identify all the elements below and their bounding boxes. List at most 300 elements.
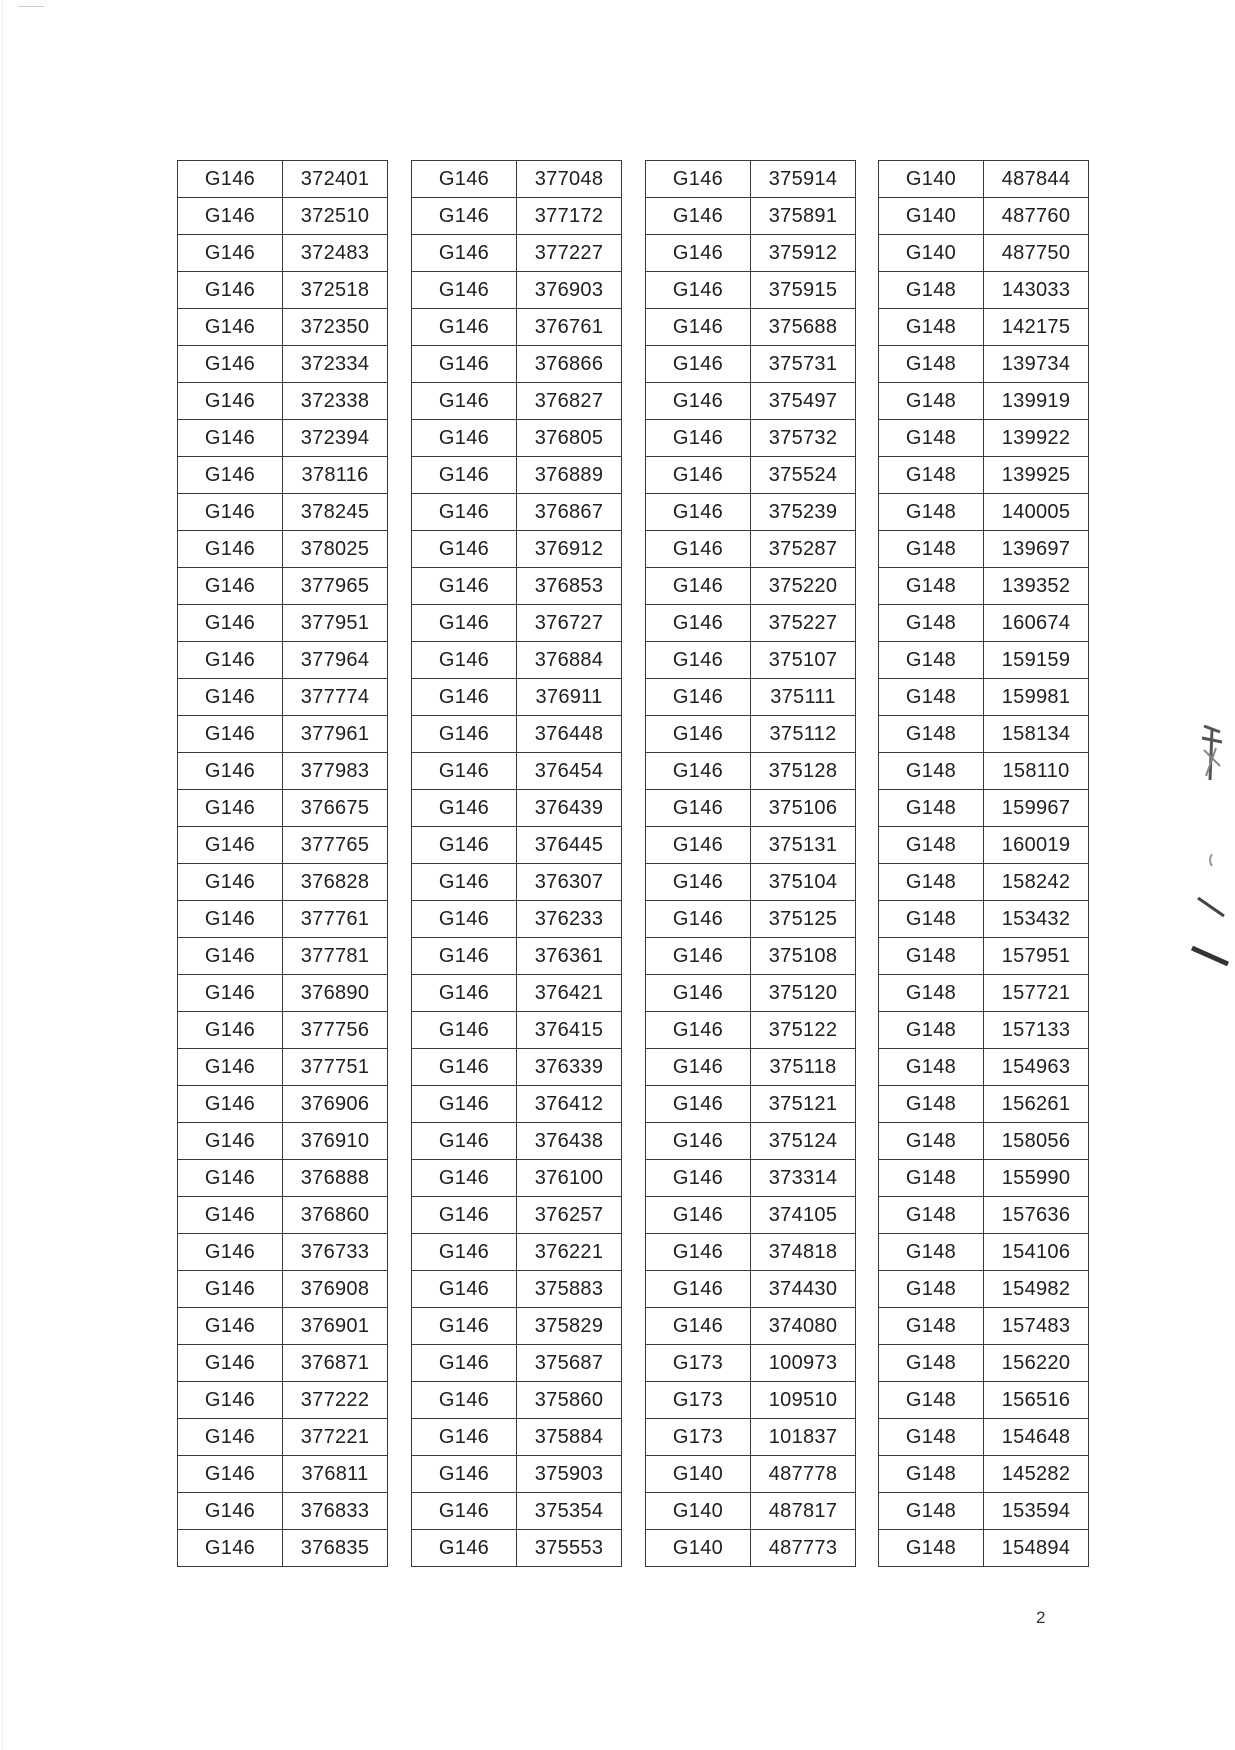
number-cell: 372518 bbox=[283, 272, 388, 309]
table-row bbox=[178, 346, 388, 383]
number-cell: 160674 bbox=[984, 605, 1089, 642]
number-cell: 375903 bbox=[517, 1456, 622, 1493]
table-row bbox=[646, 864, 856, 901]
table-row bbox=[412, 1345, 622, 1382]
table-row bbox=[412, 1530, 622, 1567]
group-code-cell: G146 bbox=[178, 198, 283, 235]
number-cell: 376733 bbox=[283, 1234, 388, 1271]
number-cell: 376835 bbox=[283, 1530, 388, 1567]
group-code-cell: G173 bbox=[646, 1345, 751, 1382]
table-row bbox=[879, 753, 1089, 790]
number-cell: 376828 bbox=[283, 864, 388, 901]
group-code-cell: G148 bbox=[879, 938, 984, 975]
number-cell: 376257 bbox=[517, 1197, 622, 1234]
number-cell: 376438 bbox=[517, 1123, 622, 1160]
number-cell: 376221 bbox=[517, 1234, 622, 1271]
table-row bbox=[646, 1345, 856, 1382]
table-row bbox=[646, 457, 856, 494]
group-code-cell: G146 bbox=[646, 161, 751, 198]
number-cell: 372338 bbox=[283, 383, 388, 420]
table-row bbox=[178, 753, 388, 790]
number-cell: 372401 bbox=[283, 161, 388, 198]
group-code-cell: G146 bbox=[178, 1123, 283, 1160]
number-cell: 487844 bbox=[984, 161, 1089, 198]
number-cell: 375687 bbox=[517, 1345, 622, 1382]
table-row bbox=[412, 753, 622, 790]
number-cell: 376860 bbox=[283, 1197, 388, 1234]
code-table-2 bbox=[411, 160, 622, 1567]
number-cell: 157636 bbox=[984, 1197, 1089, 1234]
table-row bbox=[646, 1086, 856, 1123]
number-cell: 376445 bbox=[517, 827, 622, 864]
number-cell: 374430 bbox=[751, 1271, 856, 1308]
number-cell: 377951 bbox=[283, 605, 388, 642]
group-code-cell: G148 bbox=[879, 531, 984, 568]
table-row bbox=[879, 1419, 1089, 1456]
table-row bbox=[178, 1160, 388, 1197]
group-code-cell: G146 bbox=[412, 1456, 517, 1493]
scan-corner-mark bbox=[18, 6, 44, 7]
group-code-cell: G140 bbox=[879, 198, 984, 235]
number-cell: 376412 bbox=[517, 1086, 622, 1123]
table-row bbox=[646, 901, 856, 938]
group-code-cell: G146 bbox=[646, 272, 751, 309]
table-row bbox=[879, 568, 1089, 605]
table-row bbox=[412, 1493, 622, 1530]
group-code-cell: G146 bbox=[178, 1530, 283, 1567]
number-cell: 374105 bbox=[751, 1197, 856, 1234]
number-cell: 376454 bbox=[517, 753, 622, 790]
number-cell: 376853 bbox=[517, 568, 622, 605]
table-row bbox=[412, 161, 622, 198]
table-row bbox=[178, 1234, 388, 1271]
table-row bbox=[646, 198, 856, 235]
number-cell: 154963 bbox=[984, 1049, 1089, 1086]
table-row bbox=[178, 1382, 388, 1419]
group-code-cell: G146 bbox=[412, 716, 517, 753]
group-code-cell: G146 bbox=[646, 457, 751, 494]
number-cell: 378116 bbox=[283, 457, 388, 494]
table-row bbox=[178, 605, 388, 642]
group-code-cell: G148 bbox=[879, 1160, 984, 1197]
group-code-cell: G148 bbox=[879, 1086, 984, 1123]
group-code-cell: G146 bbox=[178, 568, 283, 605]
table-row bbox=[879, 383, 1089, 420]
table-row bbox=[646, 790, 856, 827]
table-row bbox=[879, 198, 1089, 235]
group-code-cell: G146 bbox=[178, 716, 283, 753]
group-code-cell: G146 bbox=[412, 1382, 517, 1419]
number-cell: 375883 bbox=[517, 1271, 622, 1308]
number-cell: 156261 bbox=[984, 1086, 1089, 1123]
number-cell: 376675 bbox=[283, 790, 388, 827]
group-code-cell: G146 bbox=[178, 272, 283, 309]
table-row bbox=[646, 1308, 856, 1345]
table-row bbox=[412, 1160, 622, 1197]
group-code-cell: G146 bbox=[178, 494, 283, 531]
table-row bbox=[412, 790, 622, 827]
number-cell: 154106 bbox=[984, 1234, 1089, 1271]
table-row bbox=[646, 1382, 856, 1419]
table-row bbox=[412, 827, 622, 864]
number-cell: 375497 bbox=[751, 383, 856, 420]
table-row bbox=[178, 901, 388, 938]
number-cell: 375731 bbox=[751, 346, 856, 383]
group-code-cell: G146 bbox=[646, 716, 751, 753]
number-cell: 376888 bbox=[283, 1160, 388, 1197]
number-cell: 372394 bbox=[283, 420, 388, 457]
group-code-cell: G146 bbox=[178, 975, 283, 1012]
number-cell: 142175 bbox=[984, 309, 1089, 346]
table-row bbox=[412, 420, 622, 457]
number-cell: 487817 bbox=[751, 1493, 856, 1530]
table-row bbox=[412, 568, 622, 605]
table-row bbox=[879, 1049, 1089, 1086]
group-code-cell: G146 bbox=[178, 1086, 283, 1123]
number-cell: 375131 bbox=[751, 827, 856, 864]
group-code-cell: G146 bbox=[646, 1197, 751, 1234]
group-code-cell: G148 bbox=[879, 975, 984, 1012]
number-cell: 377048 bbox=[517, 161, 622, 198]
number-cell: 374818 bbox=[751, 1234, 856, 1271]
number-cell: 376339 bbox=[517, 1049, 622, 1086]
number-cell: 139925 bbox=[984, 457, 1089, 494]
group-code-cell: G148 bbox=[879, 568, 984, 605]
table-row bbox=[178, 1271, 388, 1308]
table-row bbox=[412, 457, 622, 494]
group-code-cell: G148 bbox=[879, 642, 984, 679]
group-code-cell: G146 bbox=[178, 1345, 283, 1382]
number-cell: 377756 bbox=[283, 1012, 388, 1049]
number-cell: 376415 bbox=[517, 1012, 622, 1049]
table-row bbox=[412, 1197, 622, 1234]
group-code-cell: G148 bbox=[879, 1308, 984, 1345]
table-row bbox=[646, 1493, 856, 1530]
partial-stamp-mark bbox=[1190, 720, 1230, 980]
group-code-cell: G146 bbox=[178, 679, 283, 716]
table-row bbox=[879, 235, 1089, 272]
group-code-cell: G146 bbox=[178, 1012, 283, 1049]
table-row bbox=[178, 235, 388, 272]
number-cell: 376307 bbox=[517, 864, 622, 901]
group-code-cell: G148 bbox=[879, 1345, 984, 1382]
group-code-cell: G146 bbox=[178, 1382, 283, 1419]
table-row bbox=[412, 642, 622, 679]
number-cell: 159967 bbox=[984, 790, 1089, 827]
number-cell: 375220 bbox=[751, 568, 856, 605]
table-row bbox=[879, 1493, 1089, 1530]
number-cell: 375227 bbox=[751, 605, 856, 642]
table-row bbox=[646, 1530, 856, 1567]
group-code-cell: G148 bbox=[879, 901, 984, 938]
table-row bbox=[879, 1160, 1089, 1197]
table-row bbox=[412, 383, 622, 420]
number-cell: 377227 bbox=[517, 235, 622, 272]
number-cell: 377964 bbox=[283, 642, 388, 679]
group-code-cell: G148 bbox=[879, 790, 984, 827]
table-row bbox=[879, 901, 1089, 938]
group-code-cell: G140 bbox=[879, 235, 984, 272]
number-cell: 376421 bbox=[517, 975, 622, 1012]
group-code-cell: G146 bbox=[412, 346, 517, 383]
number-cell: 154648 bbox=[984, 1419, 1089, 1456]
group-code-cell: G148 bbox=[879, 1049, 984, 1086]
group-code-cell: G146 bbox=[412, 975, 517, 1012]
table-row bbox=[178, 790, 388, 827]
group-code-cell: G148 bbox=[879, 494, 984, 531]
table-row bbox=[178, 716, 388, 753]
number-cell: 376439 bbox=[517, 790, 622, 827]
group-code-cell: G146 bbox=[178, 235, 283, 272]
number-cell: 375111 bbox=[751, 679, 856, 716]
table-row bbox=[412, 1382, 622, 1419]
number-cell: 377172 bbox=[517, 198, 622, 235]
table-row bbox=[178, 938, 388, 975]
group-code-cell: G148 bbox=[879, 1456, 984, 1493]
group-code-cell: G146 bbox=[646, 1123, 751, 1160]
number-cell: 377774 bbox=[283, 679, 388, 716]
table-row bbox=[646, 1197, 856, 1234]
table-row bbox=[879, 679, 1089, 716]
number-cell: 139734 bbox=[984, 346, 1089, 383]
table-row bbox=[178, 309, 388, 346]
group-code-cell: G146 bbox=[178, 938, 283, 975]
group-code-cell: G148 bbox=[879, 272, 984, 309]
group-code-cell: G146 bbox=[646, 901, 751, 938]
table-row bbox=[879, 161, 1089, 198]
table-row bbox=[412, 346, 622, 383]
table-row bbox=[879, 1530, 1089, 1567]
table-row bbox=[646, 161, 856, 198]
group-code-cell: G146 bbox=[178, 309, 283, 346]
group-code-cell: G146 bbox=[178, 1197, 283, 1234]
number-cell: 159159 bbox=[984, 642, 1089, 679]
group-code-cell: G146 bbox=[412, 568, 517, 605]
number-cell: 375121 bbox=[751, 1086, 856, 1123]
number-cell: 158242 bbox=[984, 864, 1089, 901]
group-code-cell: G146 bbox=[646, 531, 751, 568]
number-cell: 376805 bbox=[517, 420, 622, 457]
number-cell: 101837 bbox=[751, 1419, 856, 1456]
table-row bbox=[178, 383, 388, 420]
group-code-cell: G146 bbox=[646, 1271, 751, 1308]
group-code-cell: G146 bbox=[178, 346, 283, 383]
number-cell: 375891 bbox=[751, 198, 856, 235]
table-row bbox=[178, 1345, 388, 1382]
number-cell: 375118 bbox=[751, 1049, 856, 1086]
number-cell: 154982 bbox=[984, 1271, 1089, 1308]
group-code-cell: G146 bbox=[646, 864, 751, 901]
table-row bbox=[178, 494, 388, 531]
group-code-cell: G140 bbox=[646, 1493, 751, 1530]
number-cell: 375912 bbox=[751, 235, 856, 272]
number-cell: 376833 bbox=[283, 1493, 388, 1530]
group-code-cell: G148 bbox=[879, 864, 984, 901]
group-code-cell: G146 bbox=[412, 938, 517, 975]
number-cell: 376866 bbox=[517, 346, 622, 383]
number-cell: 375106 bbox=[751, 790, 856, 827]
table-row bbox=[412, 605, 622, 642]
number-cell: 376233 bbox=[517, 901, 622, 938]
number-cell: 372350 bbox=[283, 309, 388, 346]
table-row bbox=[879, 605, 1089, 642]
number-cell: 375732 bbox=[751, 420, 856, 457]
group-code-cell: G146 bbox=[412, 457, 517, 494]
table-row bbox=[646, 679, 856, 716]
number-cell: 375112 bbox=[751, 716, 856, 753]
number-cell: 375688 bbox=[751, 309, 856, 346]
group-code-cell: G146 bbox=[178, 1271, 283, 1308]
number-cell: 376890 bbox=[283, 975, 388, 1012]
number-cell: 376911 bbox=[517, 679, 622, 716]
number-cell: 372334 bbox=[283, 346, 388, 383]
group-code-cell: G146 bbox=[646, 790, 751, 827]
table-row bbox=[412, 975, 622, 1012]
table-row bbox=[412, 309, 622, 346]
table-row bbox=[178, 457, 388, 494]
number-cell: 375287 bbox=[751, 531, 856, 568]
table-row bbox=[178, 1049, 388, 1086]
group-code-cell: G146 bbox=[646, 1308, 751, 1345]
group-code-cell: G146 bbox=[646, 494, 751, 531]
number-cell: 375354 bbox=[517, 1493, 622, 1530]
group-code-cell: G146 bbox=[178, 457, 283, 494]
group-code-cell: G146 bbox=[178, 605, 283, 642]
table-row bbox=[178, 161, 388, 198]
number-cell: 375104 bbox=[751, 864, 856, 901]
number-cell: 377765 bbox=[283, 827, 388, 864]
table-row bbox=[646, 383, 856, 420]
group-code-cell: G146 bbox=[646, 753, 751, 790]
group-code-cell: G146 bbox=[412, 1308, 517, 1345]
group-code-cell: G146 bbox=[646, 346, 751, 383]
group-code-cell: G148 bbox=[879, 1123, 984, 1160]
table-row bbox=[412, 1308, 622, 1345]
number-cell: 376908 bbox=[283, 1271, 388, 1308]
table-row bbox=[178, 1123, 388, 1160]
table-row bbox=[646, 272, 856, 309]
table-row bbox=[879, 1345, 1089, 1382]
group-code-cell: G173 bbox=[646, 1419, 751, 1456]
number-cell: 378025 bbox=[283, 531, 388, 568]
number-cell: 376910 bbox=[283, 1123, 388, 1160]
group-code-cell: G146 bbox=[412, 901, 517, 938]
number-cell: 376727 bbox=[517, 605, 622, 642]
number-cell: 154894 bbox=[984, 1530, 1089, 1567]
number-cell: 376884 bbox=[517, 642, 622, 679]
number-cell: 158056 bbox=[984, 1123, 1089, 1160]
table-row bbox=[879, 790, 1089, 827]
group-code-cell: G146 bbox=[646, 827, 751, 864]
number-cell: 143033 bbox=[984, 272, 1089, 309]
number-cell: 374080 bbox=[751, 1308, 856, 1345]
table-row bbox=[646, 235, 856, 272]
group-code-cell: G146 bbox=[412, 531, 517, 568]
table-row bbox=[646, 753, 856, 790]
table-row bbox=[646, 605, 856, 642]
number-cell: 487760 bbox=[984, 198, 1089, 235]
group-code-cell: G148 bbox=[879, 309, 984, 346]
number-cell: 160019 bbox=[984, 827, 1089, 864]
number-cell: 375125 bbox=[751, 901, 856, 938]
group-code-cell: G146 bbox=[412, 494, 517, 531]
number-cell: 376903 bbox=[517, 272, 622, 309]
group-code-cell: G146 bbox=[412, 1419, 517, 1456]
table-row bbox=[178, 1419, 388, 1456]
table-row bbox=[412, 679, 622, 716]
table-row bbox=[178, 420, 388, 457]
code-table-1 bbox=[177, 160, 388, 1567]
group-code-cell: G148 bbox=[879, 1493, 984, 1530]
number-cell: 145282 bbox=[984, 1456, 1089, 1493]
table-row bbox=[879, 642, 1089, 679]
table-row bbox=[412, 1234, 622, 1271]
group-code-cell: G146 bbox=[412, 679, 517, 716]
group-code-cell: G146 bbox=[178, 901, 283, 938]
number-cell: 375108 bbox=[751, 938, 856, 975]
number-cell: 375124 bbox=[751, 1123, 856, 1160]
group-code-cell: G146 bbox=[178, 1493, 283, 1530]
group-code-cell: G146 bbox=[412, 1234, 517, 1271]
group-code-cell: G148 bbox=[879, 1012, 984, 1049]
group-code-cell: G146 bbox=[646, 383, 751, 420]
table-row bbox=[646, 938, 856, 975]
table-row bbox=[178, 1086, 388, 1123]
table-row bbox=[178, 864, 388, 901]
number-cell: 375239 bbox=[751, 494, 856, 531]
group-code-cell: G148 bbox=[879, 346, 984, 383]
table-row bbox=[646, 1049, 856, 1086]
number-cell: 376871 bbox=[283, 1345, 388, 1382]
group-code-cell: G140 bbox=[879, 161, 984, 198]
table-row bbox=[646, 346, 856, 383]
group-code-cell: G146 bbox=[178, 1419, 283, 1456]
group-code-cell: G146 bbox=[412, 272, 517, 309]
number-cell: 372510 bbox=[283, 198, 388, 235]
group-code-cell: G146 bbox=[646, 1160, 751, 1197]
table-row bbox=[879, 1456, 1089, 1493]
table-row bbox=[646, 1456, 856, 1493]
number-cell: 377751 bbox=[283, 1049, 388, 1086]
group-code-cell: G148 bbox=[879, 383, 984, 420]
table-row bbox=[412, 1086, 622, 1123]
table-row bbox=[879, 531, 1089, 568]
group-code-cell: G146 bbox=[178, 1308, 283, 1345]
number-cell: 140005 bbox=[984, 494, 1089, 531]
table-row bbox=[412, 938, 622, 975]
table-row bbox=[178, 975, 388, 1012]
number-cell: 376811 bbox=[283, 1456, 388, 1493]
number-cell: 376901 bbox=[283, 1308, 388, 1345]
number-cell: 375120 bbox=[751, 975, 856, 1012]
group-code-cell: G146 bbox=[412, 1012, 517, 1049]
group-code-cell: G146 bbox=[412, 420, 517, 457]
group-code-cell: G148 bbox=[879, 827, 984, 864]
group-code-cell: G146 bbox=[178, 827, 283, 864]
number-cell: 376100 bbox=[517, 1160, 622, 1197]
number-cell: 157133 bbox=[984, 1012, 1089, 1049]
number-cell: 487778 bbox=[751, 1456, 856, 1493]
table-row bbox=[412, 272, 622, 309]
group-code-cell: G146 bbox=[646, 642, 751, 679]
table-row bbox=[879, 1308, 1089, 1345]
number-cell: 100973 bbox=[751, 1345, 856, 1382]
group-code-cell: G146 bbox=[178, 531, 283, 568]
number-cell: 157721 bbox=[984, 975, 1089, 1012]
table-row bbox=[178, 1456, 388, 1493]
group-code-cell: G146 bbox=[646, 1012, 751, 1049]
table-row bbox=[879, 1012, 1089, 1049]
